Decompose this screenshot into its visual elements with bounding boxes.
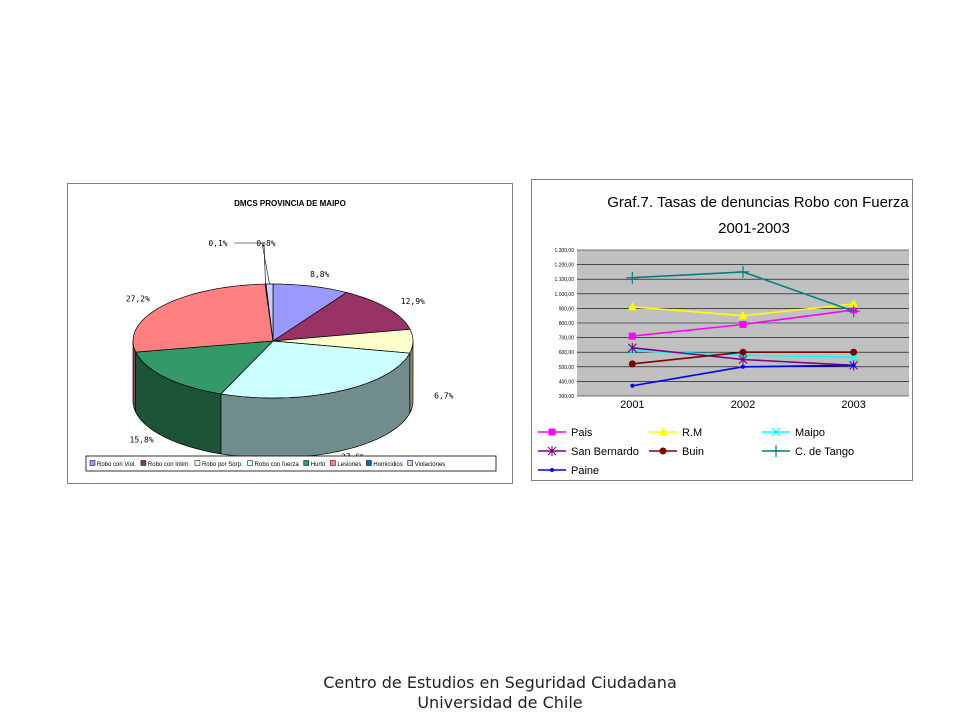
line-point-0-0 bbox=[629, 333, 636, 340]
line-ytick-label: 400,00 bbox=[558, 379, 574, 386]
line-chart-subtitle: 2001-2003 bbox=[718, 220, 790, 237]
pie-slice-label-0: 8,8% bbox=[310, 270, 330, 280]
pie-legend-label-7: Violaciones bbox=[414, 462, 446, 468]
footer-university: Universidad de Chile bbox=[417, 693, 583, 712]
pie-legend-swatch-3 bbox=[248, 461, 253, 466]
line-chart bbox=[532, 180, 914, 482]
line-legend-label-0: Pais bbox=[571, 427, 593, 439]
line-legend-label-4: Buin bbox=[682, 446, 705, 458]
line-ytick-label: 800,00 bbox=[558, 321, 574, 327]
pie-slice-label-7: 0,8% bbox=[256, 239, 276, 248]
line-ytick-label: 1.100,00 bbox=[554, 277, 574, 284]
line-point-4-1 bbox=[740, 349, 747, 356]
pie-slice-label-4: 15,8% bbox=[129, 435, 154, 445]
line-chart-title: Graf.7. Tasas de denuncias Robo con Fuerza bbox=[607, 194, 909, 211]
line-ytick-label: 600,00 bbox=[558, 350, 574, 357]
pie-slice-5 bbox=[133, 284, 273, 352]
line-chart-panel bbox=[531, 179, 913, 481]
line-xtick-label: 2001 bbox=[620, 399, 645, 411]
pie-legend-swatch-5 bbox=[330, 461, 335, 466]
line-legend-label-1: R.M bbox=[682, 427, 703, 439]
line-legend-item-3 bbox=[538, 446, 639, 458]
line-ytick-label: 300,00 bbox=[558, 394, 574, 400]
pie-chart bbox=[68, 184, 514, 485]
pie-chart-title: DMCS PROVINCIA DE MAIPO bbox=[234, 199, 346, 208]
pie-legend-label-0: Robo con Viol. bbox=[97, 462, 136, 468]
line-legend-item-4 bbox=[649, 446, 704, 458]
line-xtick-label: 2003 bbox=[841, 399, 866, 411]
pie-legend-swatch-4 bbox=[304, 461, 309, 466]
pie-slice-label-1: 12,9% bbox=[400, 297, 425, 307]
pie-slice-label-6: 0,1% bbox=[208, 239, 228, 248]
pie-legend-swatch-6 bbox=[366, 461, 371, 466]
line-xtick-label: 2002 bbox=[730, 399, 756, 411]
line-point-6-2 bbox=[852, 363, 856, 367]
pie-slice-label-5: 27,2% bbox=[125, 294, 150, 304]
line-legend-item-1 bbox=[649, 427, 702, 439]
line-legend-label-6: Paine bbox=[571, 465, 600, 477]
pie-chart-panel bbox=[67, 183, 513, 484]
line-legend-label-3: San Bernardo bbox=[571, 446, 639, 458]
pie-legend-swatch-2 bbox=[195, 461, 200, 466]
line-point-4-2 bbox=[850, 349, 857, 356]
line-ytick-label: 700,00 bbox=[558, 335, 574, 342]
pie-slice-label-2: 6,7% bbox=[434, 391, 454, 401]
line-legend-label-5: C. de Tango bbox=[795, 446, 855, 458]
line-legend-item-2 bbox=[762, 427, 825, 439]
line-legend-item-5 bbox=[762, 445, 854, 458]
pie-legend-swatch-0 bbox=[90, 461, 95, 466]
line-legend-marker-0 bbox=[549, 429, 556, 436]
line-ytick-label: 900,00 bbox=[558, 306, 574, 313]
line-legend-marker-5 bbox=[770, 445, 782, 457]
pie-label-leader-7 bbox=[262, 243, 270, 284]
line-legend-marker-6 bbox=[550, 468, 554, 472]
pie-label-leader-6 bbox=[234, 243, 266, 284]
line-point-6-1 bbox=[741, 365, 745, 369]
line-ytick-label: 500,00 bbox=[558, 364, 574, 371]
pie-legend-label-1: Robo con Intim. bbox=[147, 462, 190, 468]
line-point-6-0 bbox=[630, 384, 634, 388]
pie-legend-label-2: Robo por Sorp. bbox=[201, 462, 243, 468]
line-ytick-label: 1.200,00 bbox=[554, 262, 574, 269]
footer-institution: Centro de Estudios en Seguridad Ciudadana bbox=[323, 673, 677, 692]
pie-legend-swatch-1 bbox=[141, 461, 146, 466]
line-legend-item-0 bbox=[538, 427, 593, 439]
pie-legend-label-3: Robo con fuerza bbox=[254, 462, 299, 468]
line-point-0-1 bbox=[740, 321, 747, 328]
line-legend-item-6 bbox=[538, 465, 599, 477]
pie-legend-label-5: Lesiones bbox=[337, 462, 362, 468]
pie-legend-swatch-7 bbox=[408, 461, 413, 466]
line-legend-marker-4 bbox=[660, 448, 667, 455]
line-point-4-0 bbox=[629, 360, 636, 367]
pie-legend-label-4: Hurto bbox=[310, 462, 326, 468]
pie-legend-label-6: Homicidios bbox=[373, 462, 403, 468]
line-ytick-label: 1.300,00 bbox=[554, 248, 574, 254]
line-legend-label-2: Maipo bbox=[795, 427, 825, 439]
line-ytick-label: 1.000,00 bbox=[554, 291, 574, 298]
